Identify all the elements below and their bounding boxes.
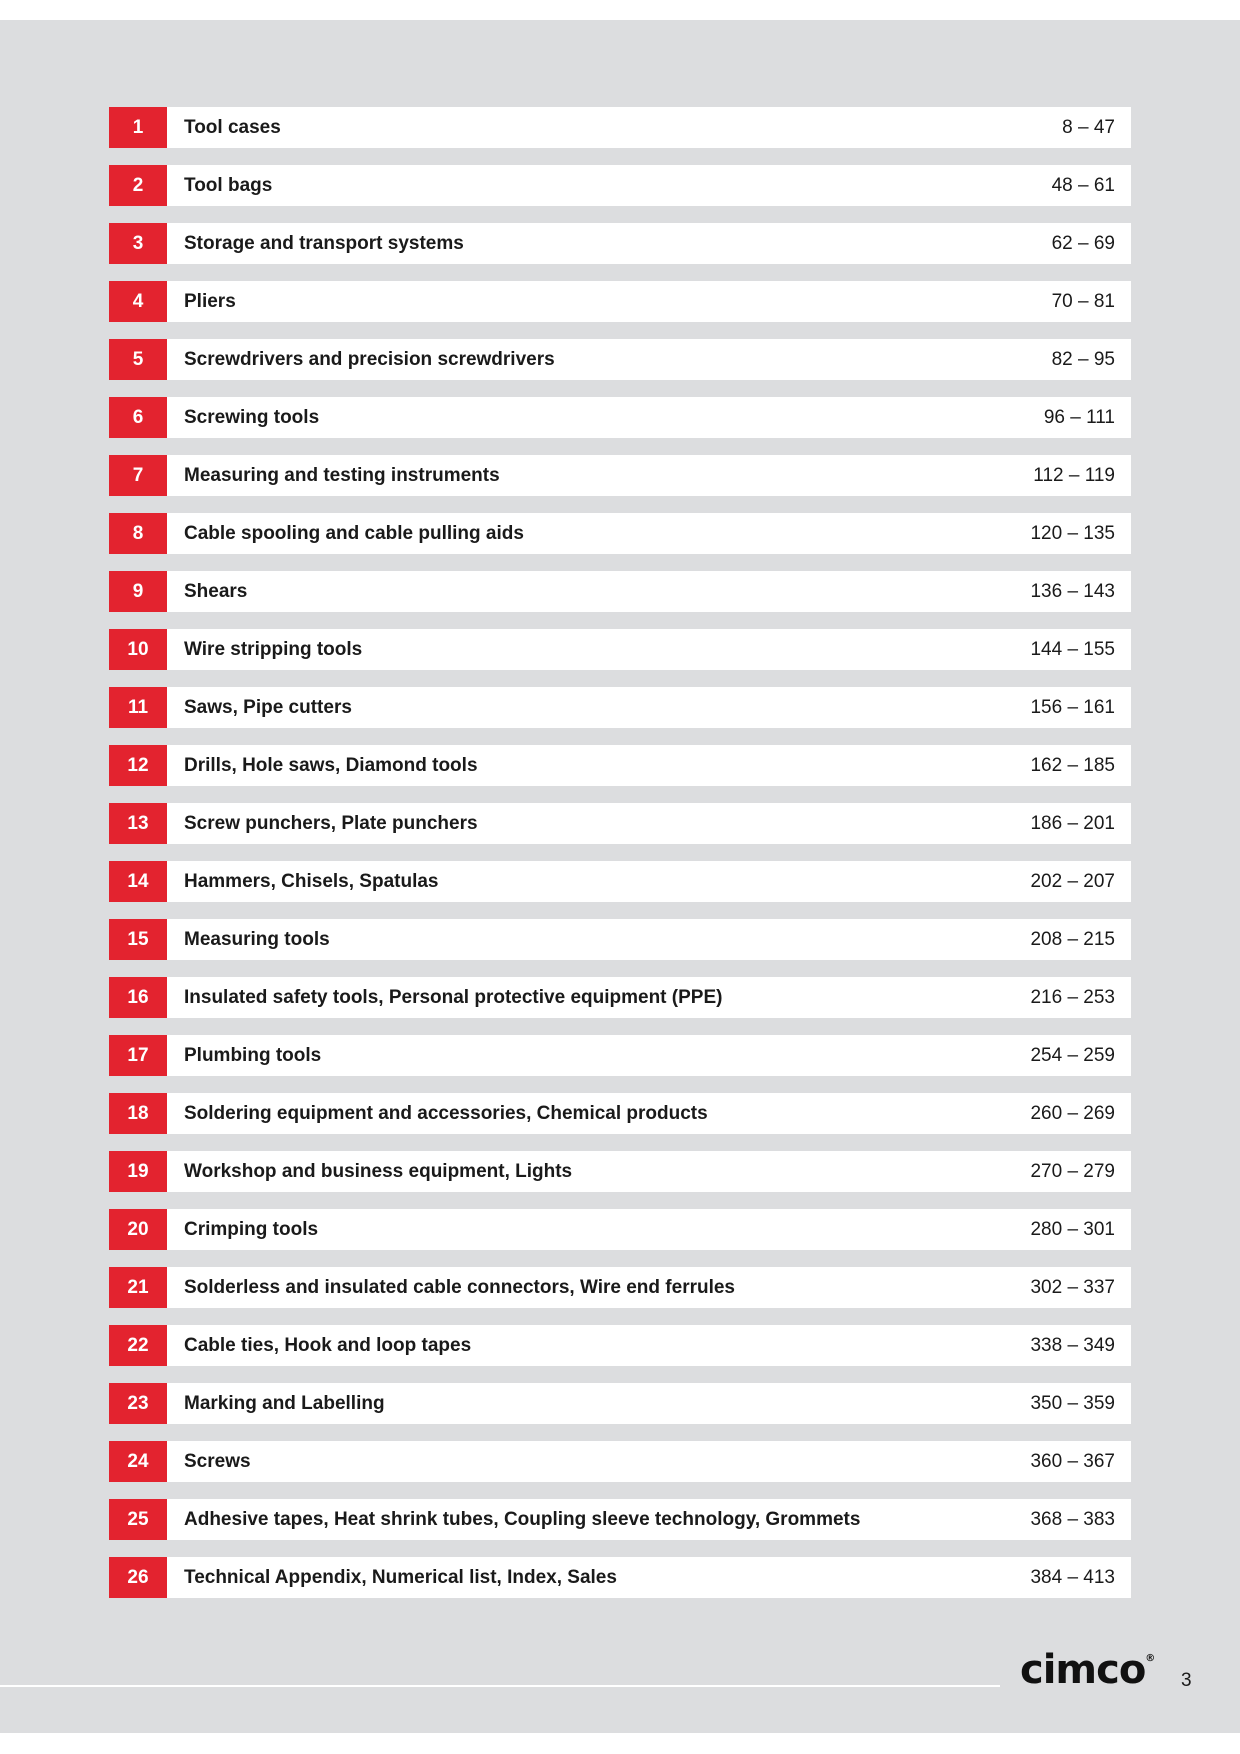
toc-row[interactable] (109, 1035, 1131, 1076)
page-range: 384 – 413 (1030, 1566, 1115, 1588)
toc-row[interactable] (109, 977, 1131, 1018)
chapter-title: Shears (184, 580, 248, 602)
chapter-title: Drills, Hole saws, Diamond tools (184, 754, 478, 776)
chapter-title: Measuring tools (184, 928, 330, 950)
chapter-number: 14 (109, 861, 167, 902)
toc-entry (167, 1267, 1131, 1308)
toc-row[interactable] (109, 281, 1131, 322)
chapter-number: 19 (109, 1151, 167, 1192)
toc-row[interactable] (109, 223, 1131, 264)
chapter-number: 16 (109, 977, 167, 1018)
toc-row[interactable] (109, 571, 1131, 612)
toc-row[interactable] (109, 165, 1131, 206)
chapter-title: Pliers (184, 290, 236, 312)
toc-entry (167, 281, 1131, 322)
toc-entry (167, 1499, 1131, 1540)
chapter-title: Wire stripping tools (184, 638, 363, 660)
chapter-title: Tool bags (184, 174, 273, 196)
chapter-title: Soldering equipment and accessories, Chemical products (184, 1102, 708, 1124)
chapter-number: 3 (109, 223, 167, 264)
chapter-title: Crimping tools (184, 1218, 319, 1240)
chapter-number: 18 (109, 1093, 167, 1134)
chapter-title: Plumbing tools (184, 1044, 322, 1066)
toc-row[interactable] (109, 1267, 1131, 1308)
toc-row[interactable] (109, 861, 1131, 902)
toc-entry (167, 1557, 1131, 1598)
chapter-number: 11 (109, 687, 167, 728)
page-range: 96 – 111 (1043, 406, 1115, 428)
footer-divider (0, 1685, 1000, 1687)
chapter-number: 20 (109, 1209, 167, 1250)
toc-entry (167, 1151, 1131, 1192)
logo-registered-mark: ® (1145, 1653, 1156, 1664)
chapter-number: 22 (109, 1325, 167, 1366)
chapter-number: 12 (109, 745, 167, 786)
chapter-title: Hammers, Chisels, Spatulas (184, 870, 439, 892)
toc-row[interactable] (109, 745, 1131, 786)
chapter-number: 6 (109, 397, 167, 438)
toc-row[interactable] (109, 1441, 1131, 1482)
chapter-title: Adhesive tapes, Heat shrink tubes, Coupling sleeve technology, Grommets (184, 1508, 861, 1530)
chapter-title: Screw punchers, Plate punchers (184, 812, 478, 834)
page-range: 136 – 143 (1030, 580, 1115, 602)
chapter-title: Screwdrivers and precision screwdrivers (184, 348, 555, 370)
chapter-title: Solderless and insulated cable connectors, Wire end ferrules (184, 1276, 735, 1298)
page-range: 216 – 253 (1030, 986, 1115, 1008)
toc-entry (167, 513, 1131, 554)
chapter-number: 17 (109, 1035, 167, 1076)
page-number: 3 (1181, 1670, 1192, 1691)
toc-row[interactable] (109, 1151, 1131, 1192)
chapter-title: Cable spooling and cable pulling aids (184, 522, 524, 544)
chapter-number: 1 (109, 107, 167, 148)
chapter-title: Storage and transport systems (184, 232, 464, 254)
page-range: 162 – 185 (1030, 754, 1115, 776)
toc-row[interactable] (109, 1383, 1131, 1424)
logo-text: cimco (1020, 1647, 1146, 1693)
toc-entry (167, 1209, 1131, 1250)
toc-entry (167, 803, 1131, 844)
page-range: 62 – 69 (1051, 232, 1115, 254)
page-range: 302 – 337 (1030, 1276, 1115, 1298)
chapter-number: 7 (109, 455, 167, 496)
toc-entry (167, 977, 1131, 1018)
toc-entry (167, 571, 1131, 612)
toc-row[interactable] (109, 455, 1131, 496)
page-range: 350 – 359 (1030, 1392, 1115, 1414)
toc-row[interactable] (109, 107, 1131, 148)
toc-row[interactable] (109, 629, 1131, 670)
chapter-number: 9 (109, 571, 167, 612)
page-range: 208 – 215 (1030, 928, 1115, 950)
chapter-title: Technical Appendix, Numerical list, Index, Sales (184, 1566, 617, 1588)
toc-row[interactable] (109, 919, 1131, 960)
toc-row[interactable] (109, 513, 1131, 554)
toc-entry (167, 107, 1131, 148)
page-range: 120 – 135 (1030, 522, 1115, 544)
toc-entry (167, 339, 1131, 380)
toc-entry (167, 629, 1131, 670)
chapter-number: 25 (109, 1499, 167, 1540)
page-range: 254 – 259 (1030, 1044, 1115, 1066)
toc-entry (167, 397, 1131, 438)
toc-entry (167, 455, 1131, 496)
chapter-title: Insulated safety tools, Personal protective equipment (PPE) (184, 986, 723, 1008)
page-range: 112 – 119 (1033, 464, 1115, 486)
toc-row[interactable] (109, 339, 1131, 380)
toc-row[interactable] (109, 803, 1131, 844)
chapter-title: Tool cases (184, 116, 281, 138)
page-range: 144 – 155 (1030, 638, 1115, 660)
toc-entry (167, 223, 1131, 264)
toc-row[interactable] (109, 1209, 1131, 1250)
toc-row[interactable] (109, 397, 1131, 438)
chapter-title: Cable ties, Hook and loop tapes (184, 1334, 472, 1356)
page-range: 360 – 367 (1030, 1450, 1115, 1472)
chapter-title: Screws (184, 1450, 251, 1472)
chapter-title: Measuring and testing instruments (184, 464, 500, 486)
chapter-number: 26 (109, 1557, 167, 1598)
chapter-number: 2 (109, 165, 167, 206)
page-range: 338 – 349 (1030, 1334, 1115, 1356)
chapter-number: 5 (109, 339, 167, 380)
toc-entry (167, 1093, 1131, 1134)
chapter-number: 13 (109, 803, 167, 844)
page-range: 156 – 161 (1030, 696, 1115, 718)
page-range: 270 – 279 (1030, 1160, 1115, 1182)
chapter-title: Workshop and business equipment, Lights (184, 1160, 573, 1182)
page-range: 280 – 301 (1030, 1218, 1115, 1240)
page-range: 82 – 95 (1051, 348, 1115, 370)
toc-row[interactable] (109, 1499, 1131, 1540)
chapter-number: 21 (109, 1267, 167, 1308)
toc-row[interactable] (109, 687, 1131, 728)
toc-entry (167, 919, 1131, 960)
toc-entry (167, 745, 1131, 786)
page-range: 260 – 269 (1030, 1102, 1115, 1124)
page-range: 186 – 201 (1030, 812, 1115, 834)
toc-entry (167, 1441, 1131, 1482)
page-range: 202 – 207 (1030, 870, 1115, 892)
cimco-logo (1020, 1647, 1156, 1693)
toc-entry (167, 1325, 1131, 1366)
toc-row[interactable] (109, 1557, 1131, 1598)
page-range: 368 – 383 (1030, 1508, 1115, 1530)
toc-entry (167, 1383, 1131, 1424)
chapter-number: 4 (109, 281, 167, 322)
page-range: 8 – 47 (1062, 116, 1115, 138)
chapter-number: 10 (109, 629, 167, 670)
chapter-number: 8 (109, 513, 167, 554)
chapter-number: 15 (109, 919, 167, 960)
toc-entry (167, 165, 1131, 206)
chapter-number: 24 (109, 1441, 167, 1482)
chapter-title: Screwing tools (184, 406, 320, 428)
chapter-title: Saws, Pipe cutters (184, 696, 352, 718)
toc-entry (167, 687, 1131, 728)
toc-row[interactable] (109, 1093, 1131, 1134)
toc-entry (167, 861, 1131, 902)
page-range: 70 – 81 (1051, 290, 1115, 312)
chapter-number: 23 (109, 1383, 167, 1424)
chapter-title: Marking and Labelling (184, 1392, 385, 1414)
table-of-contents (109, 107, 1131, 1615)
toc-row[interactable] (109, 1325, 1131, 1366)
toc-entry (167, 1035, 1131, 1076)
page-range: 48 – 61 (1051, 174, 1115, 196)
